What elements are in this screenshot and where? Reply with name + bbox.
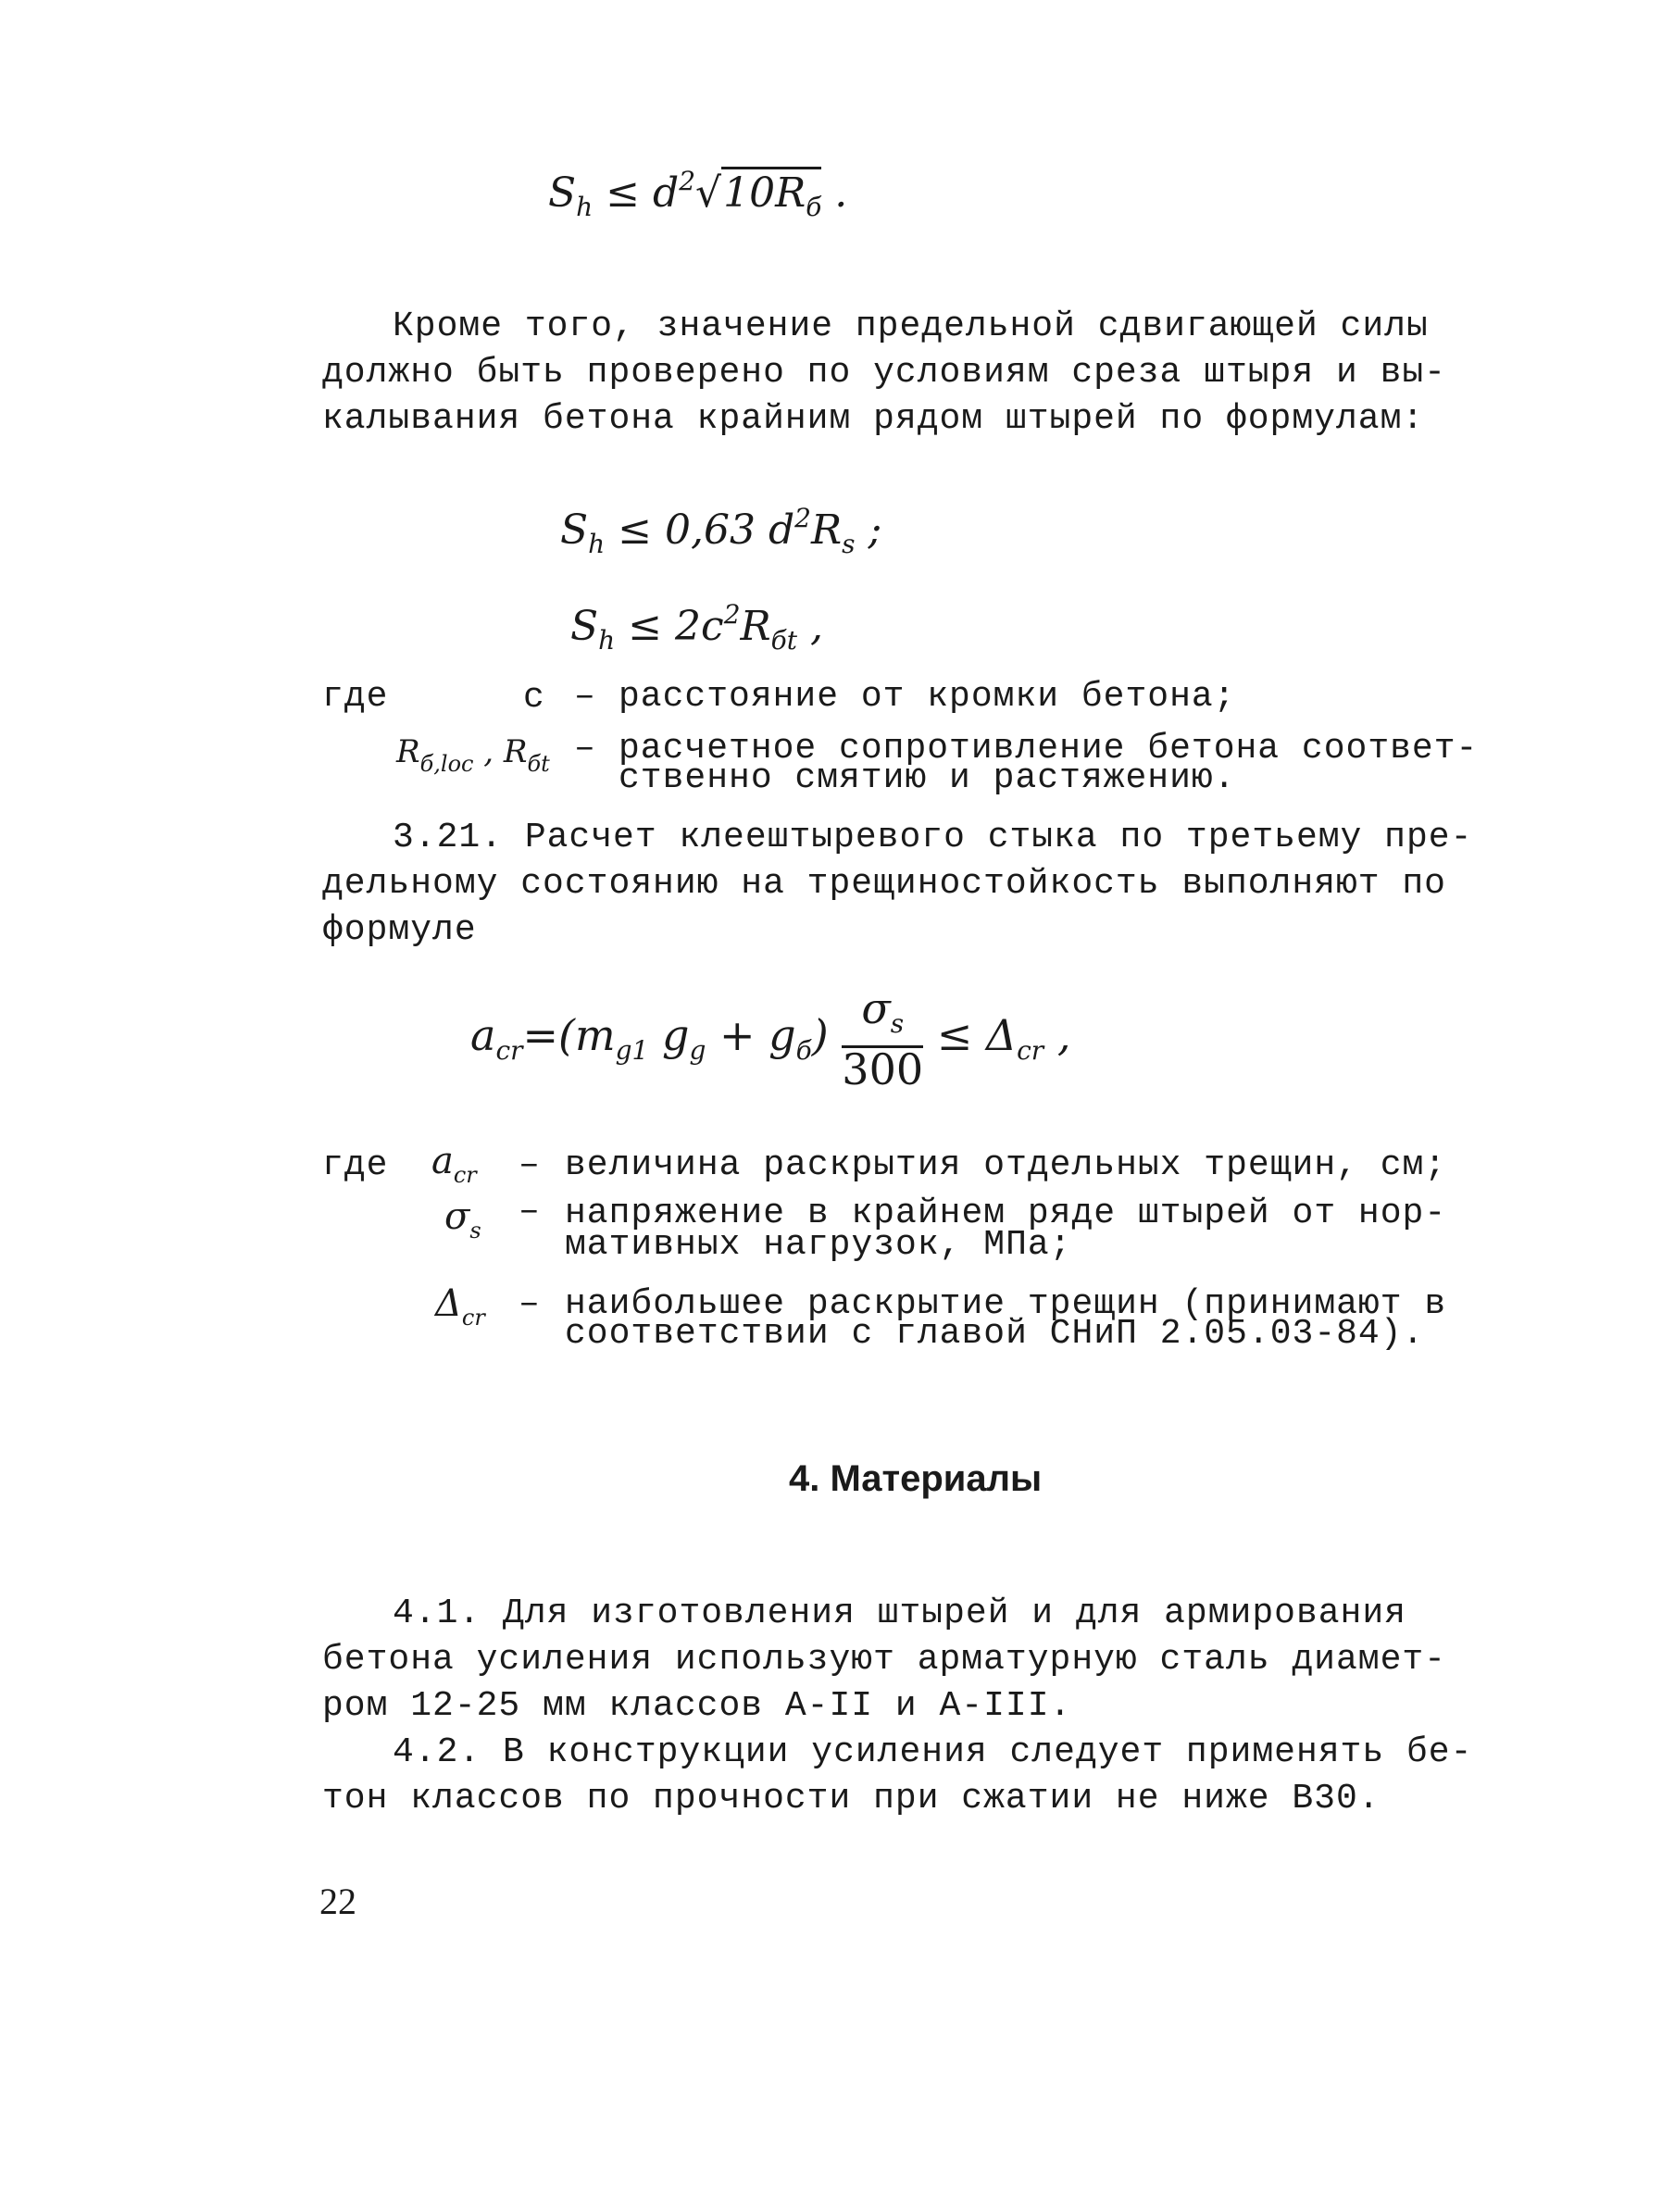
- formula-3: $S_h \le 2c^2R_{бt}$ ,: [570, 599, 823, 656]
- where2-dash-1: –: [519, 1145, 541, 1185]
- where2-def-sigma-line-2: мативных нагрузок, МПа;: [565, 1225, 1072, 1265]
- paragraph-2-line-2: дельному состоянию на трещиностойкость выполняют по: [322, 864, 1446, 904]
- formula-4: $a_{cr}=(m_{g1}$ $g_g + g_б$) $\frac{\sigma_s}{300}$ ≤ $\Delta_{cr}$ ,: [470, 983, 1071, 1094]
- symbol-sigma-s: $\sigma_s$: [444, 1195, 481, 1243]
- where-label-2: где: [322, 1145, 389, 1185]
- page-number: 22: [319, 1881, 356, 1922]
- formula-1: $S_h \le d^2√10R_б$ .: [548, 166, 848, 222]
- paragraph-2-line-3: формуле: [322, 910, 477, 950]
- paragraph-1-line-1: Кроме того, значение предельной сдвигающей силы: [393, 306, 1429, 346]
- formula-2: $S_h \le 0,63$ $d^2R_s$ ;: [560, 503, 882, 559]
- where2-def-delta-line-1: наибольшее раскрытие трещин (принимают в: [565, 1284, 1447, 1324]
- section-p1-line-1: 4.1. Для изготовления штырей и для армирования: [393, 1593, 1406, 1633]
- where2-dash-3: –: [519, 1284, 541, 1324]
- section-heading: 4. Материалы: [789, 1458, 1043, 1499]
- section-p1-line-3: ром 12-25 мм классов А-II и А-III.: [322, 1686, 1072, 1726]
- where1-def-r-line-2: ственно смятию и растяжению.: [619, 758, 1236, 798]
- paragraph-2-line-1: 3.21. Расчет клеештыревого стыка по третьему пре-: [393, 818, 1473, 857]
- paragraph-1-line-2: должно быть проверено по условиям среза штыря и вы-: [322, 353, 1446, 393]
- symbol-rb-loc-rbt: $R_{б,loc}$ , $R_{бt}$: [396, 733, 550, 777]
- where1-def-c: расстояние от кромки бетона;: [619, 677, 1236, 717]
- where1-dash-2: –: [574, 729, 596, 769]
- where2-dash-2: –: [519, 1192, 541, 1231]
- section-p1-line-2: бетона усиления используют арматурную сталь диамет-: [322, 1640, 1446, 1680]
- where-label-1: где: [322, 677, 389, 717]
- symbol-delta-cr: $\Delta_{cr}$: [435, 1282, 485, 1331]
- where2-def-a-cr: величина раскрытия отдельных трещин, см;: [565, 1145, 1447, 1185]
- fraction-sigma-over-300: $\frac{\sigma_s}{300}$: [842, 983, 924, 1094]
- paragraph-1-line-3: калывания бетона крайним рядом штырей по формулам:: [322, 399, 1425, 439]
- where1-dash-1: –: [574, 677, 596, 717]
- where2-def-delta-line-2: соответствии с главой СНиП 2.05.03-84).: [565, 1314, 1425, 1354]
- where2-def-sigma-line-1: напряжение в крайнем ряде штырей от нор-: [565, 1193, 1447, 1233]
- section-p2-line-2: тон классов по прочности при сжатии не ниже В30.: [322, 1779, 1381, 1818]
- symbol-a-cr: $a_{cr}$: [431, 1140, 477, 1188]
- where1-def-r-line-1: расчетное сопротивление бетона соответ-: [619, 729, 1479, 769]
- section-p2-line-1: 4.2. В конструкции усиления следует применять бе-: [393, 1732, 1473, 1772]
- symbol-c: c: [523, 678, 544, 718]
